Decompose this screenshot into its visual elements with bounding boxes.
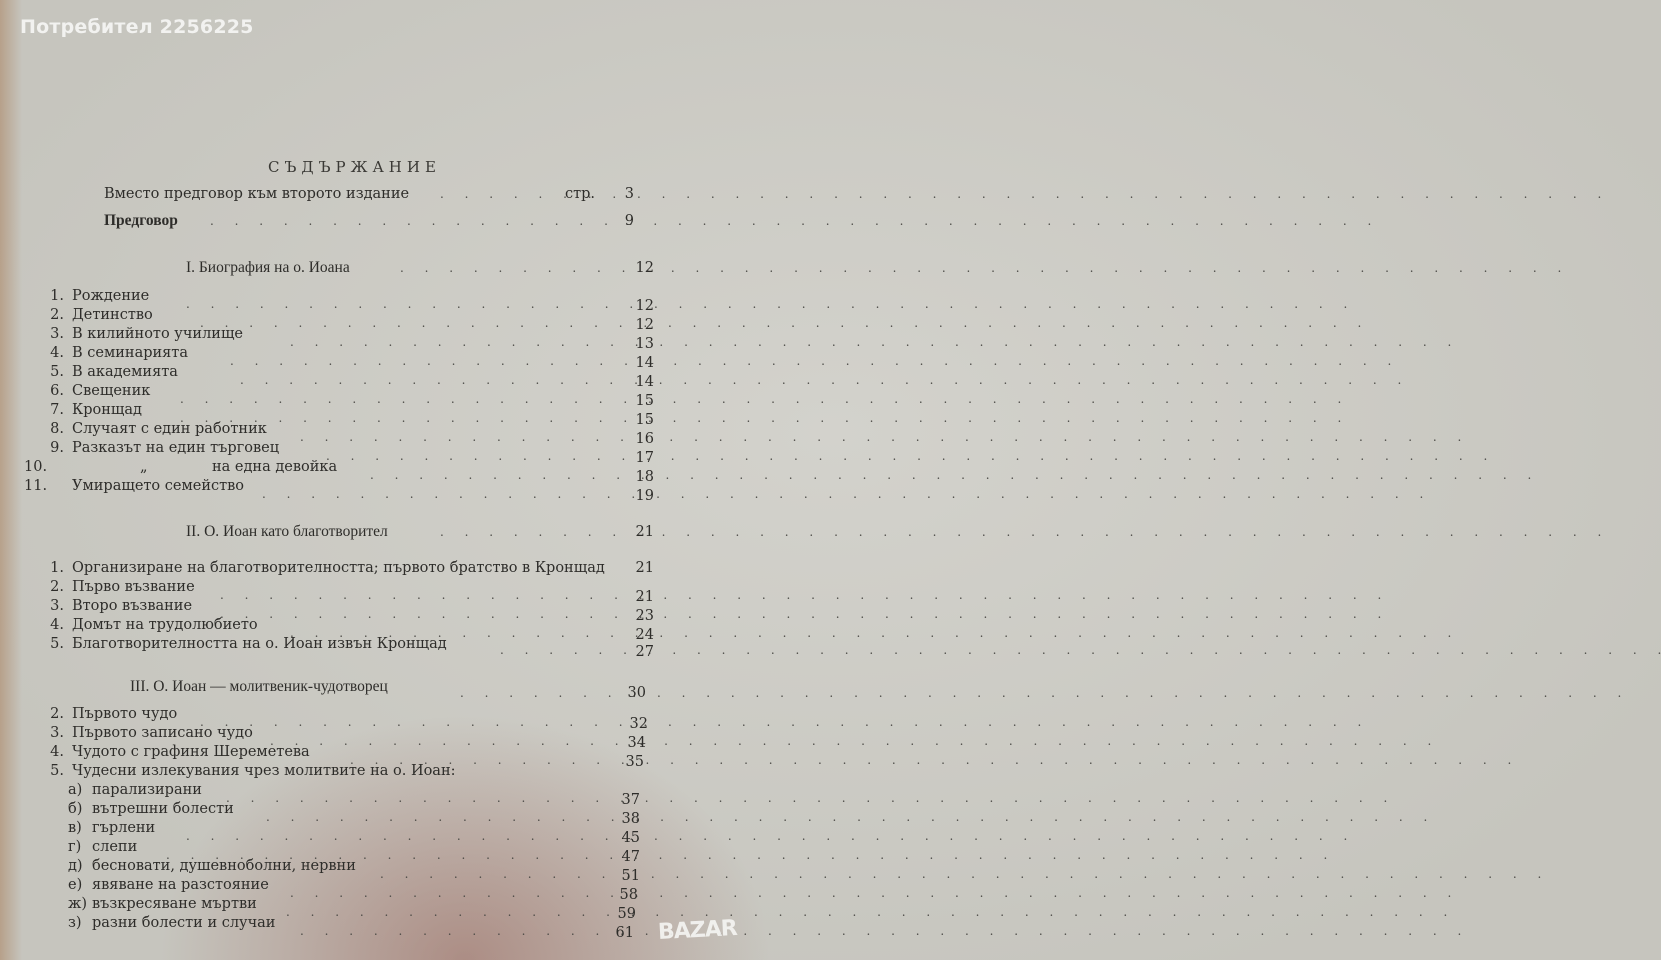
item-number: 2. [50,307,64,323]
toc-subitem [0,856,720,884]
subitem-text: парализирани [92,782,202,798]
toc-item [0,381,720,409]
toc-item [0,596,720,624]
subitem-letter: в) [68,820,82,836]
page-number: 15 [635,412,654,428]
item-text: Детинство [72,307,153,323]
item-number: 8. [50,421,64,437]
item-number: 2. [50,579,64,595]
toc-item [0,615,720,643]
item-number: 5. [50,636,64,652]
item-text: В академията [72,364,178,380]
item-text: Домът на трудолюбието [72,617,258,633]
page-number: 16 [635,431,654,447]
page-number: 21 [635,524,654,540]
toc-item [0,343,720,371]
page-number: 12 [635,260,654,276]
leader-dots [400,258,620,278]
page-number: 15 [635,393,654,409]
subitem-letter: г) [68,839,82,855]
item-text: В семинарията [72,345,188,361]
item-text: Рождение [72,288,150,304]
toc-item [0,761,720,781]
subitem-letter: б) [68,801,83,817]
item-text: на една девойка [212,459,338,475]
page-number: 12 [635,317,654,333]
item-text: Кронщад [72,402,142,418]
book-page [0,0,738,960]
toc-subitem [0,875,720,903]
toc-item [0,577,720,605]
toc-subitem [0,780,720,808]
page-number: 14 [635,355,654,371]
toc-subitem [0,894,720,922]
leader-dots [210,211,590,231]
item-number: 11. [24,478,48,494]
toc-item [0,634,720,660]
page-number: 51 [621,868,640,884]
item-text: Благотворителността на о. Иоан извън Кронщад [72,636,447,652]
item-number: 4. [50,345,64,361]
toc-subitem [0,837,720,865]
page-number: 24 [635,627,654,643]
item-text: Умиращето семейство [72,478,245,494]
toc-item [0,362,720,390]
toc-entry [0,184,720,204]
subitem-letter: д) [68,858,83,874]
page-number: 35 [625,754,644,770]
page-number: 58 [619,887,638,903]
section-title: II. О. Иоан като благотворител [186,523,388,540]
leader-dots [440,522,620,542]
item-number: 2. [50,706,64,722]
item-number: 3. [50,326,64,342]
toc-item [0,742,720,770]
toc-subitem [0,818,720,846]
toc-item [0,476,720,504]
subitem-text: разни болести и случаи [92,915,276,931]
item-text: Първото чудо [72,706,178,722]
item-number: 6. [50,383,64,399]
item-text: Случаят с един работник [72,421,267,437]
page-number: 32 [629,716,648,732]
section-title: I. Биография на о. Иоана [186,259,350,276]
toc-item [0,400,720,428]
toc-item [0,305,720,333]
page-number: 19 [635,488,654,504]
item-number: 3. [50,725,64,741]
item-text: Организиране на благотворителността; първото братство в Кронщад [72,560,605,576]
item-number: 7. [50,402,64,418]
page-number: 30 [627,685,646,701]
toc-title: СЪДЪРЖАНИЕ [268,158,441,176]
leader-dots [300,921,600,941]
bazar-logo: BAZAR [657,915,738,946]
toc-item [0,723,720,751]
page-number: 27 [635,644,654,660]
page-number: 17 [635,450,654,466]
page-number: 14 [635,374,654,390]
user-watermark: Потребител 2256225 [20,16,254,38]
toc-item [0,457,720,485]
subitem-letter: е) [68,877,83,893]
page-number: 9 [624,213,634,229]
section-heading [0,258,720,278]
page-number: 45 [621,830,640,846]
toc-subitem [0,799,720,827]
subitem-text: вътрешни болести [92,801,234,817]
item-text: Свещеник [72,383,151,399]
ditto-mark: „ [140,459,148,475]
page-number: 18 [635,469,654,485]
item-text: В килийното училище [72,326,244,342]
subitem-letter: з) [68,915,82,931]
page-prefix: стр. [565,186,596,202]
leader-dots [440,184,558,204]
page-number: 3 [624,186,634,202]
page-number: 13 [635,336,654,352]
toc-item [0,558,720,578]
item-number: 10. [24,459,48,475]
entry-text: Вместо предговор към второто издание [104,186,410,202]
page-number: 47 [621,849,640,865]
section-title: III. О. Иоан — молитвеник-чудотворец [130,678,388,695]
toc-item [0,419,720,447]
item-text: Чудесни излекувания чрез молитвите на о. Иоан: [72,763,456,779]
item-number: 3. [50,598,64,614]
item-number: 5. [50,364,64,380]
item-number: 4. [50,617,64,633]
item-text: Разказът на един търговец [72,440,280,456]
leader-dots [262,484,620,504]
subitem-text: явяване на разстояние [92,877,269,893]
page-number: 61 [615,925,634,941]
leader-dots [500,640,620,660]
subitem-letter: ж) [68,896,87,912]
leader-dots [460,683,610,703]
section-heading [0,677,720,701]
subitem-text: бесновати, душевноболни, нервни [92,858,356,874]
item-text: Второ възвание [72,598,193,614]
page-number: 34 [627,735,646,751]
item-text: Първо възвание [72,579,195,595]
toc-item [0,704,720,732]
item-text: Първото записано чудо [72,725,253,741]
toc-entry [0,211,720,231]
item-number: 5. [50,763,64,779]
subitem-text: гърлени [92,820,156,836]
item-number: 4. [50,744,64,760]
page-number: 21 [635,589,654,605]
subitem-letter: а) [68,782,83,798]
page-number: 59 [617,906,636,922]
item-number: 1. [50,288,64,304]
page-number: 23 [635,608,654,624]
toc-item [0,286,720,314]
section-heading [0,522,720,542]
item-number: 1. [50,560,64,576]
page-number: 21 [635,560,654,576]
item-text: Чудото с графиня Шереметева [72,744,310,760]
entry-text: Предговор [104,212,178,229]
toc-item [0,438,720,466]
subitem-text: възкресяване мъртви [92,896,257,912]
page-number: 37 [621,792,640,808]
item-number: 9. [50,440,64,456]
page-number: 38 [621,811,640,827]
page-number: 12 [635,298,654,314]
toc-item [0,324,720,352]
subitem-text: слепи [92,839,138,855]
